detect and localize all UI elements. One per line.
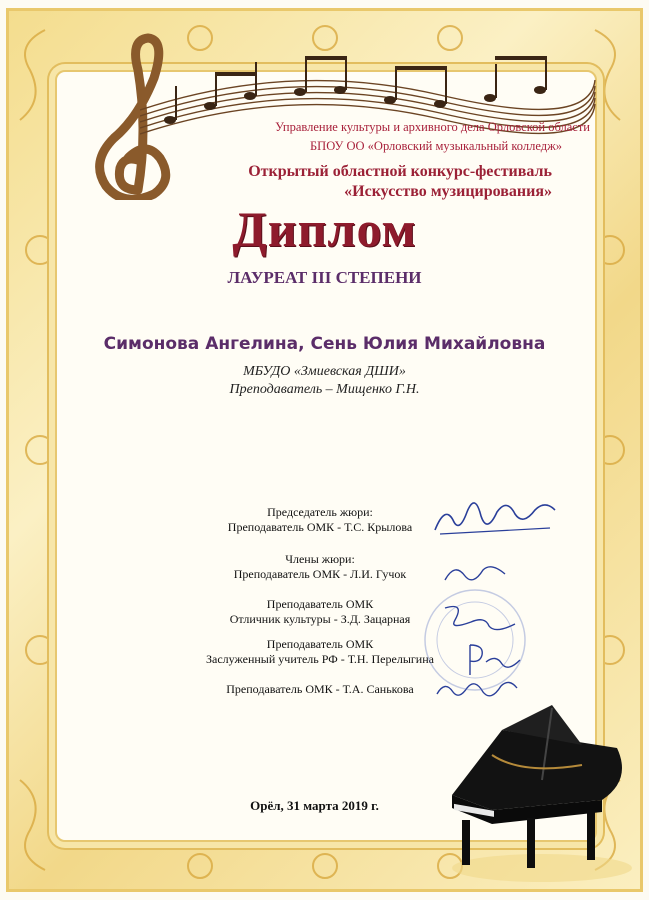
jury-member-3: Заслуженный учитель РФ - Т.Н. Перелыгина [206, 652, 434, 666]
laureate-degree: ЛАУРЕАТ III СТЕПЕНИ [227, 268, 422, 287]
jury-member-3-title: Преподаватель ОМК [266, 637, 374, 651]
jury-member-2-title: Преподаватель ОМК [266, 597, 374, 611]
jury-member-1: Преподаватель ОМК - Л.И. Гучок [233, 567, 407, 581]
jury-chair-label: Председатель жюри: [267, 505, 373, 519]
festival-line-2: «Искусство музицирования» [344, 183, 552, 200]
festival-line-1: Открытый областной конкурс-фестиваль [248, 163, 552, 180]
signature-chair [430, 500, 560, 540]
awardee-school: МБУДО «Змиевская ДШИ» [243, 364, 406, 379]
organization-line-2: БПОУ ОО «Орловский музыкальный колледж» [310, 139, 562, 153]
jury-members-label: Члены жюри: [285, 552, 355, 566]
jury-member-4: Преподаватель ОМК - Т.А. Санькова [226, 682, 414, 696]
official-stamp [420, 585, 530, 695]
organization-line-1: Управление культуры и архивного дела Орловской области [275, 120, 590, 134]
jury-chair: Преподаватель ОМК - Т.С. Крылова [227, 520, 413, 534]
jury-member-2: Отличник культуры - З.Д. Зацарная [229, 612, 411, 626]
grand-piano-icon [432, 700, 632, 890]
diploma-title: Диплом [232, 201, 417, 257]
awardee-teacher: Преподаватель – Мищенко Г.Н. [229, 382, 420, 397]
awardee-names: Симонова Ангелина, Сень Юлия Михайловна [103, 334, 546, 354]
issue-date: Орёл, 31 марта 2019 г. [250, 798, 379, 813]
